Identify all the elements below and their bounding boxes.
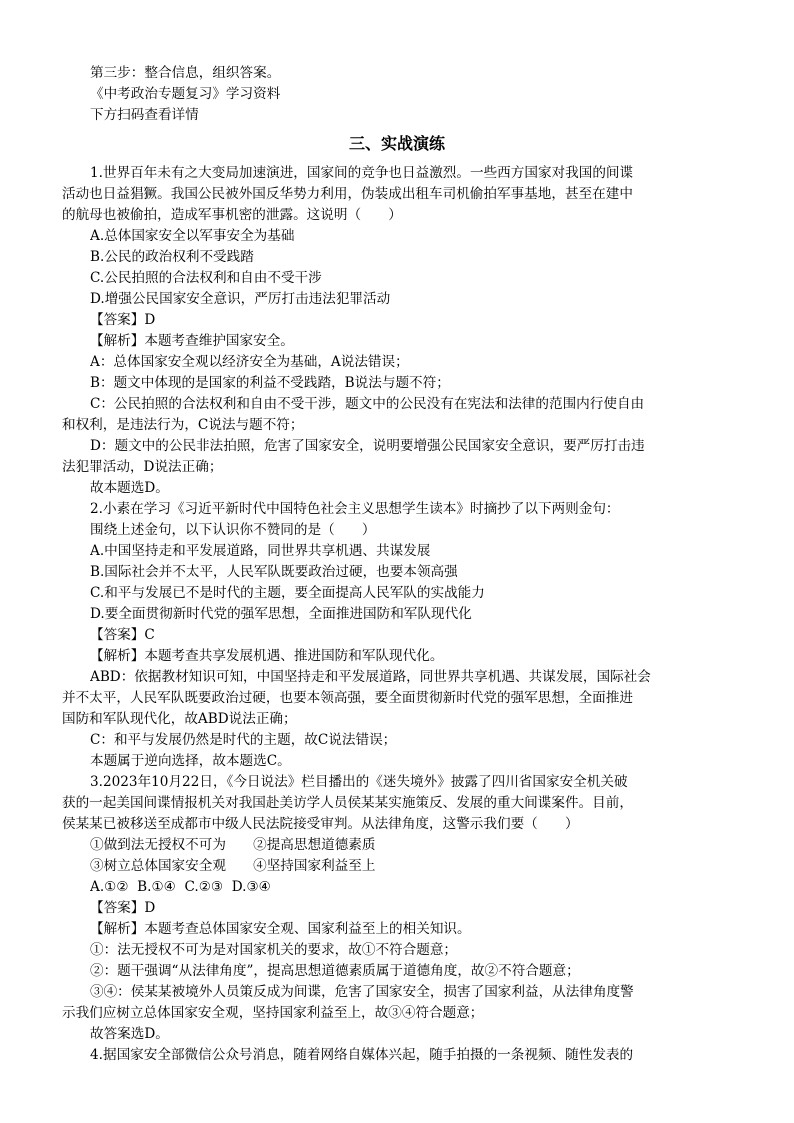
analysis-line: 【解析】本题考查共享发展机遇、推进国防和军队现代化。 bbox=[90, 648, 444, 664]
analysis-line: C：和平与发展仍然是时代的主题，故C说法错误； bbox=[90, 732, 397, 748]
analysis-line: 国防和军队现代化，故ABD说法正确； bbox=[62, 711, 297, 727]
analysis-line: ABD：依据教材知识可知，中国坚持走和平发展道路，同世界共享机遇、共谋发展，国际社会 bbox=[90, 669, 651, 685]
question-stem: 围绕上述金句，以下认识你不赞同的是（ ） bbox=[90, 522, 376, 538]
question-stem: 4.据国家安全部微信公众号消息，随着网络自媒体兴起，随手拍摄的一条视频、随性发表的 bbox=[90, 1047, 634, 1063]
analysis-line: B：题文中体现的是国家的利益不受践踏，B说法与题不符； bbox=[90, 375, 450, 391]
question-stem: 活动也日益猖獗。我国公民被外国反华势力利用，伪装成出租车司机偷拍军事基地，甚至在建中 bbox=[62, 186, 633, 202]
intro-line: 下方扫码查看详情 bbox=[90, 107, 199, 123]
analysis-line: 和权利，是违法行为，C说法与题不符； bbox=[62, 417, 304, 433]
question-stem: 的航母也被偷拍，造成军事机密的泄露。这说明（ ） bbox=[62, 207, 402, 223]
option: A.中国坚持走和平发展道路，同世界共享机遇、共谋发展 bbox=[90, 543, 431, 559]
question-stem: 获的一起美国间谍情报机关对我国赴美访学人员侯某某实施策反、发展的重大间谍案件。目前， bbox=[62, 795, 633, 811]
answer: 【答案】C bbox=[90, 627, 155, 643]
question-stem: 侯某某已被移送至成都市中级人民法院接受审判。从法律角度，这警示我们要（ ） bbox=[62, 816, 579, 832]
option: C.和平与发展已不是时代的主题，要全面提高人民军队的实战能力 bbox=[90, 585, 485, 601]
analysis-line: 并不太平，人民军队既要政治过硬，也要本领高强，要全面贯彻新时代党的强军思想，全面推进 bbox=[62, 690, 633, 706]
analysis-line: ③④：侯某某被境外人员策反成为间谍，危害了国家安全，损害了国家利益，从法律角度警 bbox=[90, 984, 634, 1000]
section-title: 三、实战演练 bbox=[348, 134, 445, 153]
option: C.公民拍照的合法权利和自由不受干涉 bbox=[90, 270, 322, 286]
analysis-line: 示我们应树立总体国家安全观，坚持国家利益至上，故③④符合题意； bbox=[62, 1005, 484, 1021]
option: D.增强公民国家安全意识，严厉打击违法犯罪活动 bbox=[90, 291, 391, 307]
choice-options: A.①② B.①④ C.②③ D.③④ bbox=[90, 879, 271, 895]
analysis-line: 【解析】本题考查总体国家安全观、国家利益至上的相关知识。 bbox=[90, 921, 471, 937]
option: A.总体国家安全以军事安全为基础 bbox=[90, 228, 295, 244]
analysis-line: C：公民拍照的合法权利和自由不受干涉，题文中的公民没有在宪法和法律的范围内行使自由 bbox=[90, 396, 645, 412]
option: D.要全面贯彻新时代党的强军思想，全面推进国防和军队现代化 bbox=[90, 606, 472, 622]
analysis-line: 本题属于逆向选择，故本题选C。 bbox=[90, 753, 291, 769]
option: B.国际社会并不太平，人民军队既要政治过硬，也要本领高强 bbox=[90, 564, 458, 580]
question-stem: 3.2023年10月22日，《今日说法》栏目播出的《迷失境外》披露了四川省国家安全机关破 bbox=[90, 774, 628, 790]
analysis-line: 【解析】本题考查维护国家安全。 bbox=[90, 333, 294, 349]
option: B.公民的政治权利不受践踏 bbox=[90, 249, 254, 265]
analysis-line: 法犯罪活动，D说法正确； bbox=[62, 459, 223, 475]
analysis-line: ①：法无授权不可为是对国家机关的要求，故①不符合题意； bbox=[90, 942, 458, 958]
analysis-line: 故本题选D。 bbox=[90, 480, 169, 496]
statement-items: ③树立总体国家安全观 ④坚持国家利益至上 bbox=[90, 858, 376, 874]
answer: 【答案】D bbox=[90, 900, 156, 916]
intro-line: 第三步：整合信息，组织答案。 bbox=[90, 65, 281, 81]
statement-items: ①做到法无授权不可为 ②提高思想道德素质 bbox=[90, 837, 376, 853]
analysis-line: ②：题干强调“从法律角度”，提高思想道德素质属于道德角度，故②不符合题意； bbox=[90, 963, 580, 979]
question-stem: 1.世界百年未有之大变局加速演进，国家间的竞争也日益激烈。一些西方国家对我国的间谍 bbox=[90, 165, 634, 181]
intro-line: 《中考政治专题复习》学习资料 bbox=[90, 86, 281, 102]
analysis-line: D：题文中的公民非法拍照，危害了国家安全，说明要增强公民国家安全意识，要严厉打击违 bbox=[90, 438, 645, 454]
analysis-line: 故答案选D。 bbox=[90, 1026, 169, 1042]
analysis-line: A：总体国家安全观以经济安全为基础，A说法错误； bbox=[90, 354, 409, 370]
answer: 【答案】D bbox=[90, 312, 156, 328]
question-stem: 2.小素在学习《习近平新时代中国特色社会主义思想学生读本》时摘抄了以下两则金句： bbox=[90, 501, 620, 517]
